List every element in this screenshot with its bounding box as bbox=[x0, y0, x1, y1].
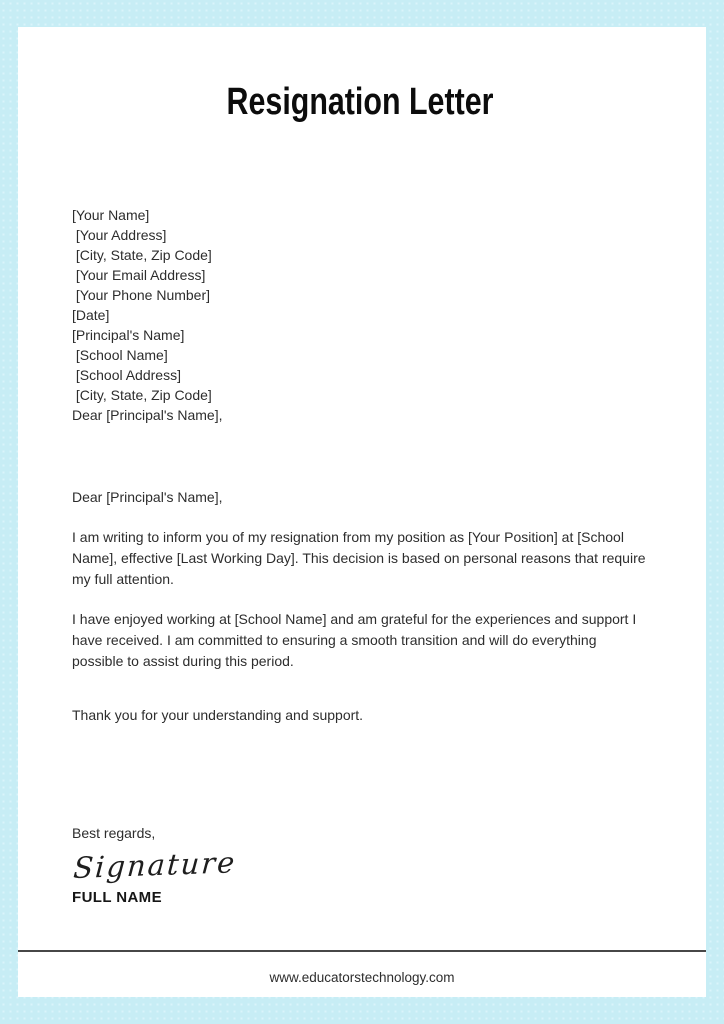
address-line: [Principal's Name] bbox=[72, 327, 185, 343]
letter-page bbox=[18, 27, 706, 997]
address-line: [Your Phone Number] bbox=[72, 287, 211, 303]
body-paragraph: I have enjoyed working at [School Name] and am grateful for the experiences and support I have received. I am committed to ensuring a smooth transition and will do everything possible to assist during this period. bbox=[72, 611, 637, 669]
address-line: [Your Email Address] bbox=[72, 267, 206, 283]
address-line: [School Address] bbox=[72, 367, 181, 383]
body-paragraph: I am writing to inform you of my resignation from my position as [Your Position] at [School Name], effective [Last Working Day]. This decision is based on personal reasons that require my full attention. bbox=[72, 529, 646, 587]
letter-body bbox=[72, 487, 648, 726]
address-line: [Date] bbox=[72, 307, 110, 323]
recipient-address-block bbox=[72, 205, 648, 425]
address-line: [School Name] bbox=[72, 347, 168, 363]
address-line: [Your Name] bbox=[72, 207, 150, 223]
address-line: Dear [Principal's Name], bbox=[72, 407, 223, 423]
footer-url: www.educatorstechnology.com bbox=[269, 970, 455, 985]
address-line: [Your Address] bbox=[72, 227, 167, 243]
page-footer bbox=[18, 950, 706, 997]
signer-name: FULL NAME bbox=[72, 889, 162, 906]
thanks-line: Thank you for your understanding and support. bbox=[72, 707, 364, 723]
address-line: [City, State, Zip Code] bbox=[72, 387, 212, 403]
closing-line: Best regards, bbox=[72, 825, 156, 841]
signature-script: Signature bbox=[72, 845, 238, 885]
address-line: [City, State, Zip Code] bbox=[72, 247, 212, 263]
closing-block bbox=[72, 823, 648, 906]
salutation: Dear [Principal's Name], bbox=[72, 489, 223, 505]
page-title: Resignation Letter bbox=[226, 81, 494, 123]
